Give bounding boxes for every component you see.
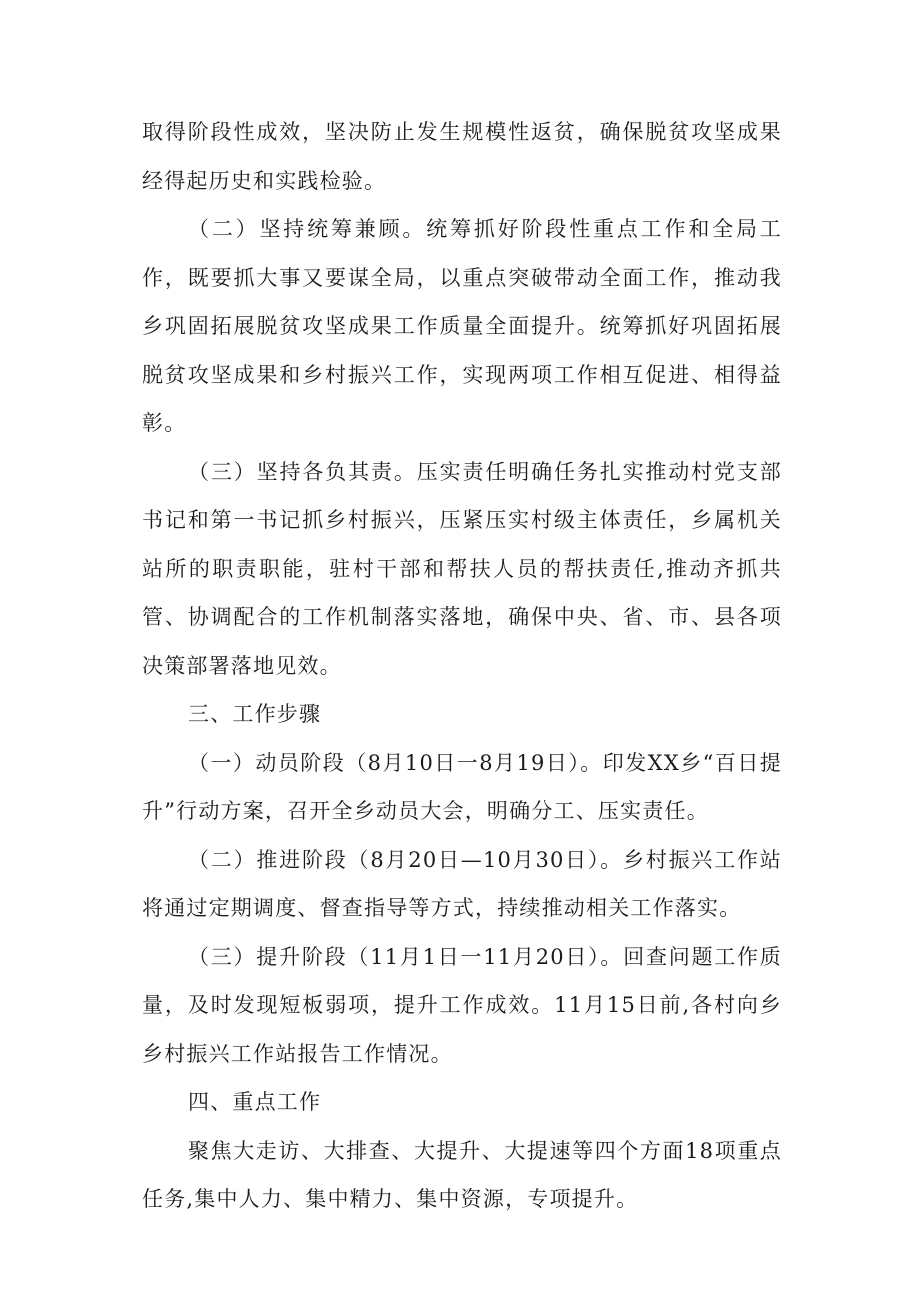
- section-heading-work-steps: 三、工作步骤: [188, 702, 322, 726]
- document-page: [142, 108, 782, 1224]
- paragraph-mobilization-stage: （一）动员阶段（8月10日一8月19日）。印发XX乡“百日提升”行动方案，召开全乡动员大会，明确分工、压实责任。: [142, 750, 782, 823]
- paragraph-continuation: 取得阶段性成效，坚决防止发生规模性返贫，确保脱贫攻坚成果经得起历史和实践检验。: [142, 120, 782, 193]
- paragraph-advancement-stage: （二）推进阶段（8月20日—10月30日）。乡村振兴工作站将通过定期调度、督查指导等方式，持续推动相关工作落实。: [142, 847, 782, 920]
- paragraph-coordination: （二）坚持统筹兼顾。统筹抓好阶段性重点工作和全局工作，既要抓大事又要谋全局，以重点突破带动全面工作，推动我乡巩固拓展脱贫攻坚成果工作质量全面提升。统筹抓好巩固拓展脱贫攻坚成果和乡村振兴工作，实现两项工作相互促进、相得益彰。: [142, 217, 782, 435]
- section-heading-key-work: 四、重点工作: [188, 1090, 322, 1114]
- paragraph-responsibility: （三）坚持各负其责。压实责任明确任务扎实推动村党支部书记和第一书记抓乡村振兴，压紧压实村级主体责任，乡属机关站所的职责职能，驻村干部和帮扶人员的帮扶责任,推动齐抓共管、协调配合的工作机制落实落地，确保中央、省、市、县各项决策部署落地见效。: [142, 459, 782, 678]
- paragraph-improvement-stage: （三）提升阶段（11月1日一11月20日）。回查问题工作质量，及时发现短板弱项，提升工作成效。11月15日前,各村向乡乡村振兴工作站报告工作情况。: [142, 944, 782, 1066]
- paragraph-key-tasks: 聚焦大走访、大排查、大提升、大提速等四个方面18项重点任务,集中人力、集中精力、集中资源，专项提升。: [142, 1138, 782, 1211]
